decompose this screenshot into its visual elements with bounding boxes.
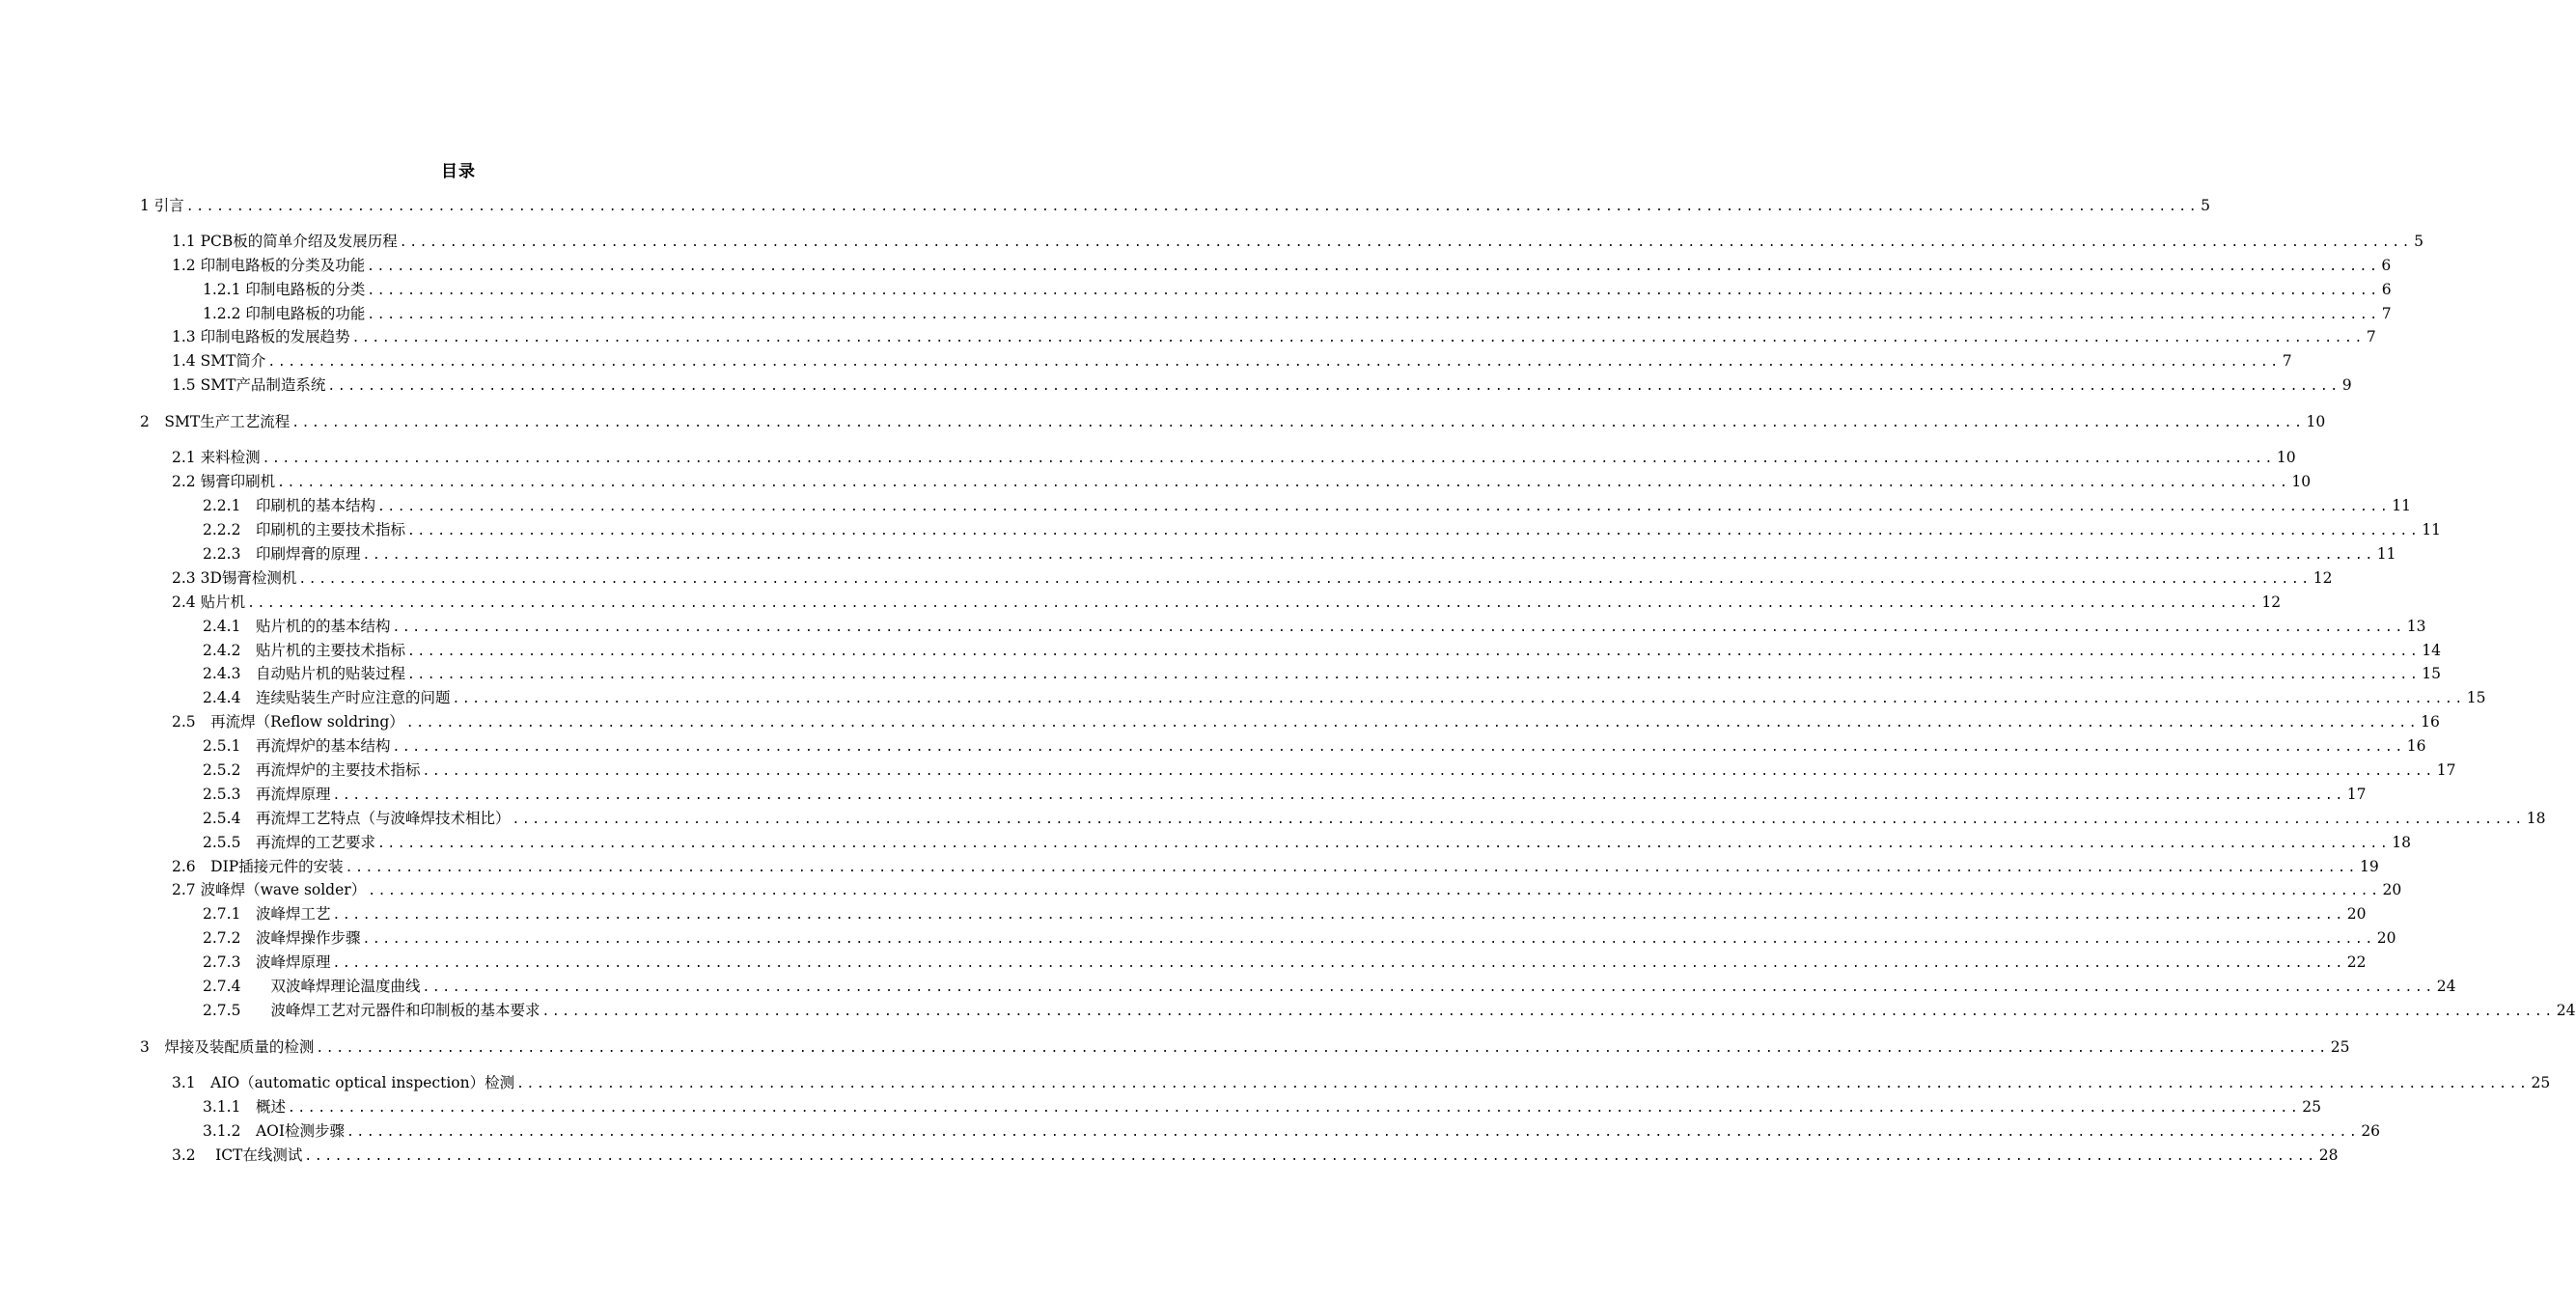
toc-leader-dots: ........................................................................................................................................................................................................ <box>298 572 2312 587</box>
toc-page-number: 7 <box>2366 328 2376 345</box>
toc-entry-label: 2.2.2 印刷机的主要技术指标 <box>203 521 405 538</box>
toc-entry[interactable] <box>203 1120 2381 1142</box>
toc-leader-dots: ........................................................................................................................................................................................................ <box>316 1041 2329 1056</box>
toc-page-number: 10 <box>2276 449 2296 466</box>
toc-page-number: 11 <box>2376 545 2396 563</box>
toc-leader-dots: ........................................................................................................................................................................................................ <box>452 692 2465 706</box>
toc-entry[interactable] <box>203 519 2442 540</box>
toc-entry[interactable] <box>203 1000 2576 1021</box>
toc-page-number: 25 <box>2302 1098 2322 1116</box>
toc-entry[interactable] <box>203 543 2396 565</box>
toc-entry[interactable] <box>203 903 2367 924</box>
toc-entry[interactable] <box>203 784 2367 805</box>
toc-leader-dots: ........................................................................................................................................................................................................ <box>304 1149 2317 1164</box>
toc-entry[interactable] <box>172 231 2424 252</box>
toc-entry-label: 1.2 印制电路板的分类及功能 <box>172 257 366 274</box>
toc-page-number: 24 <box>2436 978 2456 995</box>
toc-page-number: 20 <box>2346 905 2367 923</box>
toc-page-number: 15 <box>2466 689 2486 706</box>
toc-entry-label: 1.2.1 印制电路板的分类 <box>203 281 366 298</box>
toc-entry[interactable] <box>172 326 2376 347</box>
toc-page-number: 22 <box>2346 953 2367 971</box>
toc-page-number: 5 <box>2414 233 2424 250</box>
toc-entry[interactable] <box>172 856 2379 877</box>
toc-entry[interactable] <box>203 808 2546 829</box>
toc-leader-dots: ........................................................................................................................................................................................................ <box>367 260 2380 274</box>
toc-entry-label: 2 SMT生产工艺流程 <box>140 413 291 430</box>
toc-entry-label: 2.4.4 连续贴装生产时应注意的问题 <box>203 689 451 706</box>
toc-page-number: 5 <box>2201 197 2211 214</box>
toc-entry[interactable] <box>172 447 2296 468</box>
toc-entry-label: 3.1.1 概述 <box>203 1098 286 1116</box>
toc-page-number: 12 <box>2261 593 2282 611</box>
toc-leader-dots: ........................................................................................................................................................................................................ <box>376 837 2391 851</box>
toc-page-number: 18 <box>2526 810 2546 827</box>
toc-leader-dots: ........................................................................................................................................................................................................ <box>367 308 2380 322</box>
toc-page-number: 12 <box>2313 569 2333 587</box>
toc-page-number: 17 <box>2346 786 2367 803</box>
toc-entry-label: 2.7.4 双波峰焊理论温度曲线 <box>203 978 421 995</box>
toc-entry-label: 2.4.2 贴片机的主要技术指标 <box>203 642 405 659</box>
toc-entry-label: 2.5 再流焊（Reflow soldring） <box>172 713 404 731</box>
toc-entry-label: 2.5.1 再流焊炉的基本结构 <box>203 737 391 755</box>
toc-entry-label: 3 焊接及装配质量的检测 <box>140 1038 315 1056</box>
toc-leader-dots: ........................................................................................................................................................................................................ <box>392 740 2405 755</box>
toc-leader-dots: ........................................................................................................................................................................................................ <box>247 596 2260 611</box>
toc-entry-label: 1.1 PCB板的简单介绍及发展历程 <box>172 233 398 250</box>
toc-entry[interactable] <box>203 616 2426 637</box>
toc-entry[interactable] <box>172 711 2440 732</box>
toc-leader-dots: ........................................................................................................................................................................................................ <box>406 645 2421 659</box>
toc-leader-dots: ........................................................................................................................................................................................................ <box>327 379 2341 394</box>
toc-entry[interactable] <box>203 952 2367 973</box>
toc-entry[interactable] <box>203 759 2456 781</box>
toc-entry-label: 2.5.5 再流焊的工艺要求 <box>203 834 375 851</box>
toc-entry-label: 1.2.2 印制电路板的功能 <box>203 305 366 322</box>
toc-entry-label: 2.4.3 自动贴片机的贴装过程 <box>203 665 405 682</box>
toc-entry[interactable] <box>203 976 2456 997</box>
toc-leader-dots: ........................................................................................................................................................................................................ <box>405 716 2420 731</box>
toc-entry-label: 2.7.2 波峰焊操作步骤 <box>203 929 361 947</box>
toc-entry-label: 1 引言 <box>140 197 184 214</box>
toc-leader-dots: ........................................................................................................................................................................................................ <box>362 932 2375 947</box>
toc-entry-label: 2.2.3 印刷焊膏的原理 <box>203 545 361 563</box>
toc-page-number: 10 <box>2291 473 2312 490</box>
toc-entry-label: 2.5.4 再流焊工艺特点（与波峰焊技术相比） <box>203 810 511 827</box>
toc-entry-label: 2.2.1 印刷机的基本结构 <box>203 497 375 514</box>
toc-page-number: 20 <box>2382 881 2402 898</box>
toc-entry-label: 2.4 贴片机 <box>172 593 246 611</box>
toc-entry[interactable] <box>172 471 2312 492</box>
toc-entry[interactable] <box>203 687 2486 708</box>
toc-entry-label: 2.7.1 波峰焊工艺 <box>203 905 331 923</box>
toc-page-number: 11 <box>2422 521 2442 538</box>
toc-entry[interactable] <box>172 1072 2551 1093</box>
toc-page-number: 16 <box>2406 737 2426 755</box>
toc-entry-label: 3.1 AIO（automatic optical inspection）检测 <box>172 1074 515 1091</box>
toc-entry[interactable] <box>203 303 2392 324</box>
toc-entry-label: 2.3 3D锡膏检测机 <box>172 569 297 587</box>
toc-title: 目录 <box>441 162 476 181</box>
toc-entry-label: 2.5.3 再流焊原理 <box>203 786 331 803</box>
toc-leader-dots: ........................................................................................................................................................................................................ <box>406 524 2421 538</box>
toc-entry[interactable] <box>172 879 2402 900</box>
toc-page-number: 6 <box>2381 257 2392 274</box>
toc-page-number: 18 <box>2392 834 2412 851</box>
toc-page-number: 9 <box>2341 376 2352 394</box>
toc-leader-dots: ........................................................................................................................................................................................................ <box>346 1125 2360 1140</box>
toc-leader-dots: ........................................................................................................................................................................................................ <box>267 355 2281 370</box>
toc-page-number: 7 <box>2282 352 2292 370</box>
toc-entry-label: 2.6 DIP插接元件的安装 <box>172 858 344 875</box>
toc-entry[interactable] <box>203 663 2442 684</box>
toc-entry[interactable] <box>203 832 2412 853</box>
toc-entry-label: 2.4.1 贴片机的的基本结构 <box>203 618 391 635</box>
toc-leader-dots: ........................................................................................................................................................................................................ <box>368 884 2381 898</box>
toc-entry-label: 2.7.3 波峰焊原理 <box>203 953 331 971</box>
toc-leader-dots: ........................................................................................................................................................................................................ <box>185 200 2200 214</box>
toc-entry[interactable] <box>140 1036 2350 1058</box>
toc-entry[interactable] <box>172 567 2333 589</box>
toc-leader-dots: ........................................................................................................................................................................................................ <box>406 668 2421 682</box>
toc-leader-dots: ........................................................................................................................................................................................................ <box>332 788 2345 803</box>
toc-entry-label: 3.2 ICT在线测试 <box>172 1146 303 1164</box>
toc-page-number: 16 <box>2421 713 2440 731</box>
toc-entry[interactable] <box>172 1145 2339 1166</box>
toc-entry[interactable] <box>172 350 2292 372</box>
toc-leader-dots: ........................................................................................................................................................................................................ <box>376 500 2391 514</box>
toc-page-number: 25 <box>2531 1074 2551 1091</box>
toc-entry-label: 2.1 来料检测 <box>172 449 261 466</box>
toc-page-number: 24 <box>2556 1002 2576 1019</box>
toc-entry-label: 2.5.2 再流焊炉的主要技术指标 <box>203 761 421 779</box>
toc-leader-dots: ........................................................................................................................................................................................................ <box>291 416 2305 430</box>
toc-entry[interactable] <box>172 255 2392 276</box>
toc-leader-dots: ........................................................................................................................................................................................................ <box>277 476 2290 490</box>
toc-leader-dots: ........................................................................................................................................................................................................ <box>345 861 2358 875</box>
toc-entry[interactable] <box>140 195 2211 216</box>
toc-page-number: 25 <box>2330 1038 2350 1056</box>
toc-page-number: 17 <box>2436 761 2456 779</box>
toc-page-number: 13 <box>2406 618 2426 635</box>
toc-leader-dots: ........................................................................................................................................................................................................ <box>332 956 2345 971</box>
toc-leader-dots: ........................................................................................................................................................................................................ <box>516 1077 2530 1091</box>
toc-page-number: 28 <box>2318 1146 2339 1164</box>
toc-page-number: 11 <box>2392 497 2412 514</box>
toc-page-number: 19 <box>2359 858 2379 875</box>
toc-leader-dots: ........................................................................................................................................................................................................ <box>422 764 2435 779</box>
toc-leader-dots: ........................................................................................................................................................................................................ <box>362 548 2375 563</box>
toc-page-number: 10 <box>2306 413 2326 430</box>
toc-page-number: 26 <box>2361 1122 2381 1140</box>
toc-page-number: 20 <box>2376 929 2396 947</box>
toc-leader-dots: ........................................................................................................................................................................................................ <box>262 452 2275 466</box>
toc-entry-label: 2.2 锡膏印刷机 <box>172 473 276 490</box>
toc-entry[interactable] <box>203 735 2426 757</box>
toc-page-number: 15 <box>2422 665 2442 682</box>
toc-leader-dots: ........................................................................................................................................................................................................ <box>367 284 2380 298</box>
toc-entry[interactable] <box>203 495 2412 516</box>
toc-entry[interactable] <box>203 1096 2322 1118</box>
toc-leader-dots: ........................................................................................................................................................................................................ <box>287 1101 2301 1116</box>
toc-entry-label: 2.7.5 波峰焊工艺对元器件和印制板的基本要求 <box>203 1002 540 1019</box>
toc-leader-dots: ........................................................................................................................................................................................................ <box>351 331 2365 345</box>
toc-leader-dots: ........................................................................................................................................................................................................ <box>512 813 2525 827</box>
toc-leader-dots: ........................................................................................................................................................................................................ <box>541 1005 2555 1019</box>
toc-leader-dots: ........................................................................................................................................................................................................ <box>332 908 2345 923</box>
toc-page-number: 14 <box>2422 642 2442 659</box>
toc-entry[interactable] <box>203 279 2392 300</box>
toc-page-number: 7 <box>2381 305 2392 322</box>
toc-leader-dots: ........................................................................................................................................................................................................ <box>399 235 2413 250</box>
toc-page-number: 6 <box>2381 281 2392 298</box>
toc-entry[interactable] <box>172 374 2352 396</box>
toc-entry[interactable] <box>140 411 2326 432</box>
toc-entry[interactable] <box>172 592 2282 613</box>
toc-entry[interactable] <box>203 640 2442 661</box>
toc-leader-dots: ........................................................................................................................................................................................................ <box>422 980 2435 995</box>
toc-entry-label: 1.5 SMT产品制造系统 <box>172 376 326 394</box>
toc-leader-dots: ........................................................................................................................................................................................................ <box>392 621 2405 635</box>
toc-entry[interactable] <box>203 927 2396 949</box>
toc-entry-label: 2.7 波峰焊（wave solder） <box>172 881 367 898</box>
toc-entry-label: 3.1.2 AOI检测步骤 <box>203 1122 345 1140</box>
toc-entry-label: 1.4 SMT简介 <box>172 352 266 370</box>
toc-entry-label: 1.3 印制电路板的发展趋势 <box>172 328 350 345</box>
